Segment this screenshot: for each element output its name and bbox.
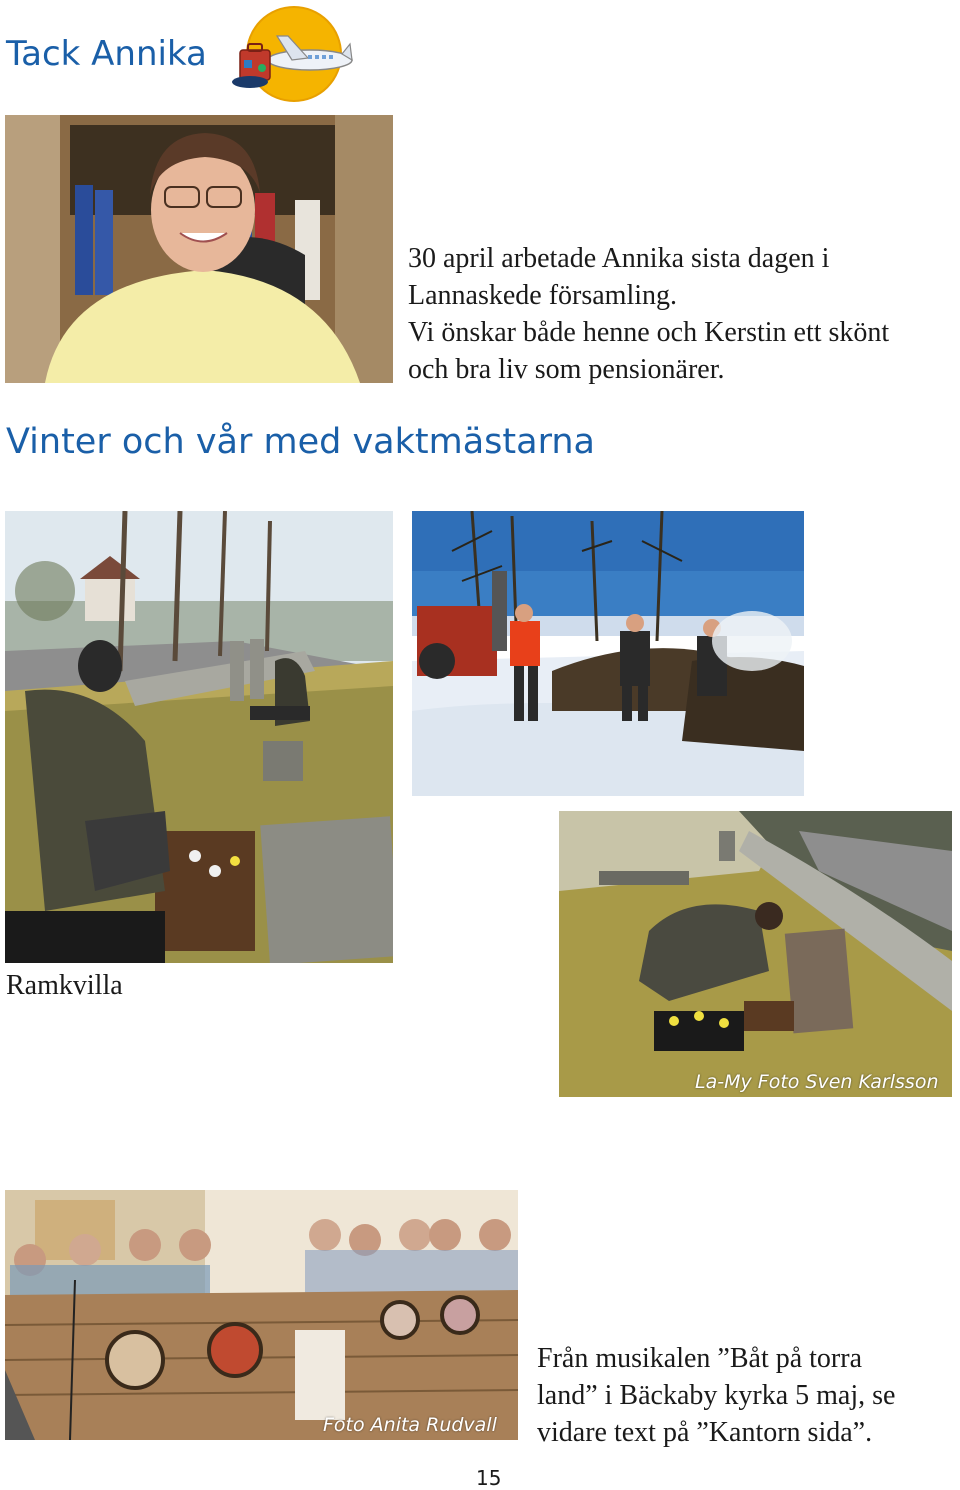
airplane-sun-icon — [222, 2, 357, 107]
gardeners-planting-photo — [5, 511, 393, 963]
text-line: och bra liv som pensionärer. — [408, 354, 725, 385]
musikal-text — [537, 1340, 957, 1451]
text-line: 30 april arbetade Annika sista dagen i — [408, 243, 830, 274]
grave-planting-photo — [559, 811, 952, 1097]
tack-annika-title: Tack Annika — [6, 34, 207, 74]
tack-annika-text — [408, 240, 958, 388]
annika-portrait-photo — [5, 115, 393, 383]
winter-clearing-photo — [412, 511, 804, 796]
text-line: Vi önskar både henne och Kerstin ett skönt — [408, 317, 890, 348]
text-line: vidare text på ”Kantorn sida”. — [537, 1417, 873, 1448]
text-line: Från musikalen ”Båt på torra — [537, 1343, 863, 1374]
photo-credit-karlsson: La-My Foto Sven Karlsson — [695, 1071, 939, 1093]
page-number: 15 — [476, 1466, 502, 1490]
text-line: Lannaskede församling. — [408, 280, 678, 311]
ramkvilla-label: Ramkvilla — [6, 970, 123, 1001]
photo-credit-rudvall: Foto Anita Rudvall — [323, 1414, 497, 1436]
text-line: land” i Bäckaby kyrka 5 maj, se — [537, 1380, 896, 1411]
vinter-section-title: Vinter och vår med vaktmästarna — [6, 422, 595, 462]
musical-church-photo — [5, 1190, 518, 1440]
